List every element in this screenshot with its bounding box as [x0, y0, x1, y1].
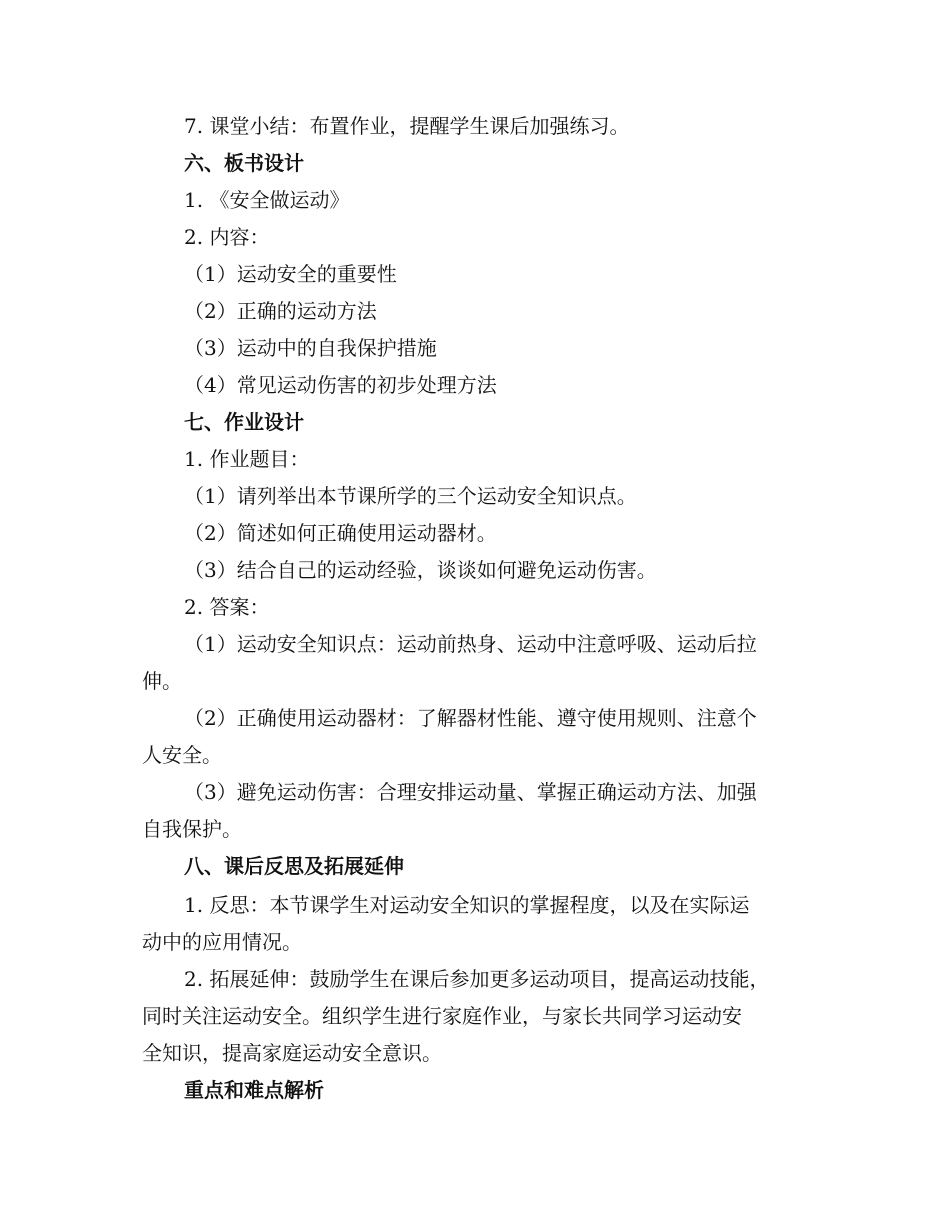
paragraph-line: 动中的应用情况。	[142, 930, 302, 954]
list-item: （3）结合自己的运动经验，谈谈如何避免运动伤害。	[184, 558, 657, 582]
paragraph-line: 全知识，提高家庭运动安全意识。	[142, 1041, 442, 1065]
paragraph-line: 同时关注运动安全。组织学生进行家庭作业，与家长共同学习运动安	[142, 1004, 742, 1028]
section-heading-reflection: 八、课后反思及拓展延伸	[184, 854, 404, 878]
list-item: （2）正确的运动方法	[184, 299, 377, 323]
paragraph-line: 自我保护。	[142, 817, 242, 841]
paragraph-line: 人安全。	[142, 743, 222, 767]
list-item: （3）运动中的自我保护措施	[184, 336, 437, 360]
list-item: 1. 作业题目：	[184, 447, 310, 471]
section-heading-key-points: 重点和难点解析	[184, 1078, 324, 1102]
list-item: （2）简述如何正确使用运动器材。	[184, 521, 497, 545]
list-item: 2. 内容：	[184, 225, 270, 249]
list-item: 2. 答案：	[184, 595, 270, 619]
paragraph-line: （2）正确使用运动器材：了解器材性能、遵守使用规则、注意个	[184, 706, 757, 730]
paragraph-line: 1. 反思：本节课学生对运动安全知识的掌握程度，以及在实际运	[184, 893, 750, 917]
list-item: 1. 《安全做运动》	[184, 188, 350, 212]
paragraph-line: （3）避免运动伤害：合理安排运动量、掌握正确运动方法、加强	[184, 780, 757, 804]
paragraph-line: 2. 拓展延伸：鼓励学生在课后参加更多运动项目，提高运动技能，	[184, 967, 770, 991]
section-heading-homework-design: 七、作业设计	[184, 410, 304, 434]
list-item: （1）运动安全的重要性	[184, 262, 397, 286]
list-item: （1）请列举出本节课所学的三个运动安全知识点。	[184, 484, 637, 508]
section-heading-board-design: 六、板书设计	[184, 151, 304, 175]
summary-line: 7. 课堂小结：布置作业，提醒学生课后加强练习。	[184, 114, 630, 138]
paragraph-line: （1）运动安全知识点：运动前热身、运动中注意呼吸、运动后拉	[184, 632, 757, 656]
list-item: （4）常见运动伤害的初步处理方法	[184, 373, 497, 397]
paragraph-line: 伸。	[142, 669, 182, 693]
